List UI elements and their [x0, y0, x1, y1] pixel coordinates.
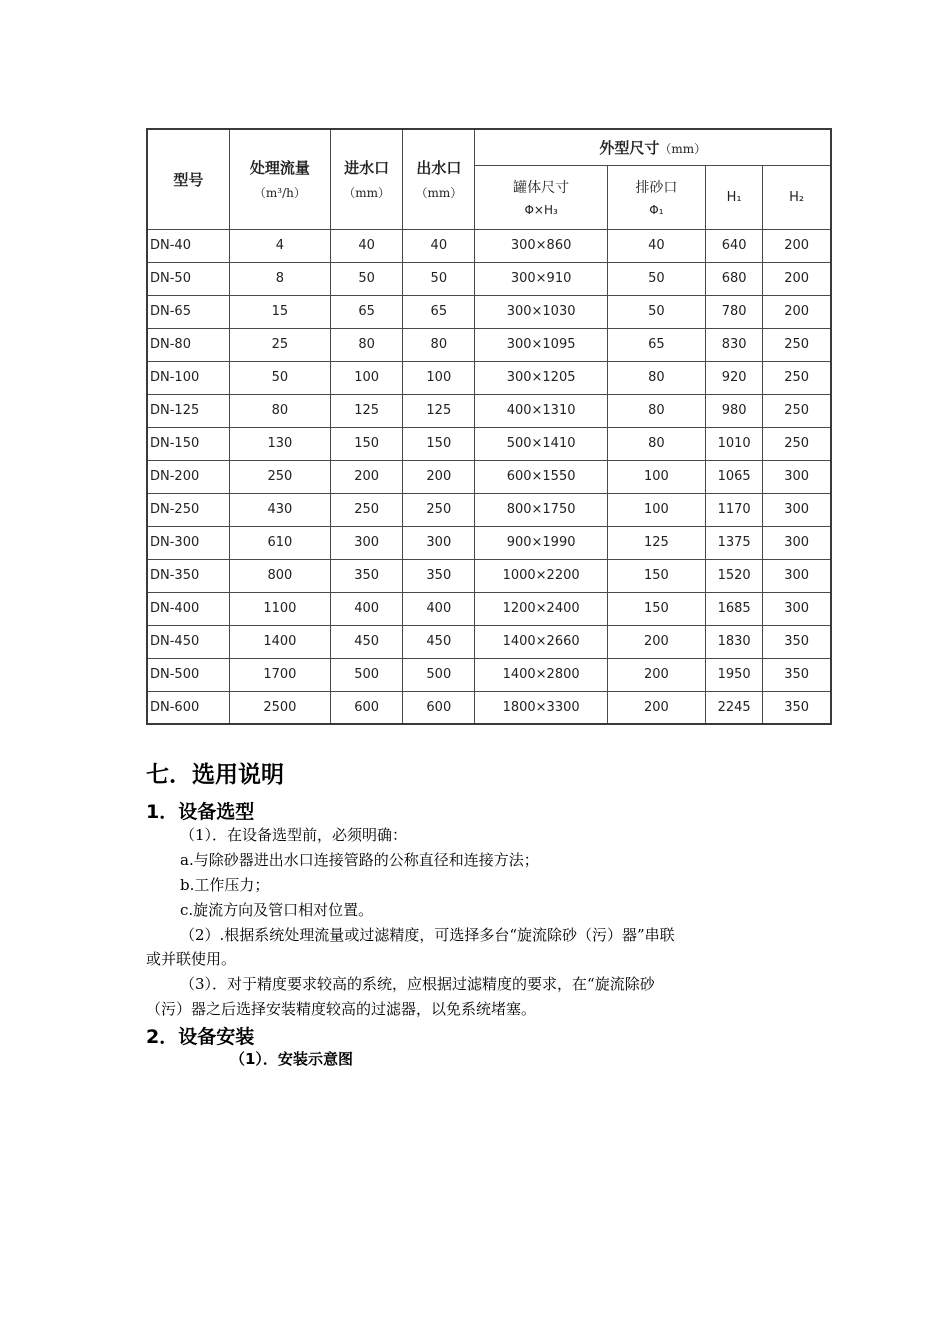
cell-tank: 500×1410	[475, 427, 607, 460]
cell-inlet: 80	[331, 328, 403, 361]
cell-outlet: 40	[403, 229, 475, 262]
cell-inlet: 500	[331, 658, 403, 691]
header-inlet: 进水口 （mm）	[331, 129, 403, 229]
table-row	[147, 229, 831, 262]
item-3-line-1: （3）．对于精度要求较高的系统，应根据过滤精度的要求，在“旋流除砂	[180, 975, 655, 993]
cell-outlet: 80	[403, 328, 475, 361]
cell-sand: 100	[607, 493, 705, 526]
cell-h2: 350	[763, 691, 831, 724]
cell-sand: 50	[607, 295, 705, 328]
cell-model: DN-40	[147, 229, 229, 262]
cell-flow: 8	[229, 262, 330, 295]
cell-tank: 1400×2800	[475, 658, 607, 691]
cell-h1: 680	[706, 262, 763, 295]
cell-sand: 80	[607, 427, 705, 460]
cell-tank: 1200×2400	[475, 592, 607, 625]
cell-model: DN-50	[147, 262, 229, 295]
cell-h1: 1010	[706, 427, 763, 460]
cell-outlet: 125	[403, 394, 475, 427]
spec-table	[146, 128, 832, 725]
cell-h2: 250	[763, 427, 831, 460]
cell-flow: 15	[229, 295, 330, 328]
header-outlet: 出水口 （mm）	[403, 129, 475, 229]
cell-outlet: 200	[403, 460, 475, 493]
cell-h1: 1170	[706, 493, 763, 526]
cell-h1: 1375	[706, 526, 763, 559]
cell-h2: 250	[763, 394, 831, 427]
cell-inlet: 300	[331, 526, 403, 559]
cell-tank: 800×1750	[475, 493, 607, 526]
cell-inlet: 125	[331, 394, 403, 427]
cell-h1: 2245	[706, 691, 763, 724]
cell-model: DN-300	[147, 526, 229, 559]
cell-h2: 300	[763, 526, 831, 559]
cell-sand: 200	[607, 658, 705, 691]
cell-inlet: 65	[331, 295, 403, 328]
item-1b: b.工作压力；	[180, 876, 270, 894]
section-title: 七．选用说明	[146, 762, 284, 788]
cell-h2: 200	[763, 262, 831, 295]
header-sand: 排砂口 Φ₁	[607, 165, 705, 229]
cell-flow: 4	[229, 229, 330, 262]
cell-tank: 1400×2660	[475, 625, 607, 658]
item-1: （1）．在设备选型前，必须明确：	[180, 826, 408, 844]
cell-tank: 300×1030	[475, 295, 607, 328]
cell-flow: 130	[229, 427, 330, 460]
table-row	[147, 691, 831, 724]
table-row	[147, 295, 831, 328]
cell-outlet: 450	[403, 625, 475, 658]
table-row	[147, 559, 831, 592]
header-model: 型号	[147, 129, 229, 229]
cell-tank: 600×1550	[475, 460, 607, 493]
cell-tank: 300×1205	[475, 361, 607, 394]
cell-outlet: 100	[403, 361, 475, 394]
cell-h2: 200	[763, 295, 831, 328]
cell-model: DN-500	[147, 658, 229, 691]
cell-model: DN-150	[147, 427, 229, 460]
cell-h2: 300	[763, 592, 831, 625]
cell-outlet: 50	[403, 262, 475, 295]
header-h2: H₂	[763, 165, 831, 229]
header-h1: H₁	[706, 165, 763, 229]
header-row-1	[147, 129, 831, 165]
table-row	[147, 460, 831, 493]
cell-tank: 1800×3300	[475, 691, 607, 724]
cell-outlet: 500	[403, 658, 475, 691]
cell-sand: 80	[607, 394, 705, 427]
cell-h1: 640	[706, 229, 763, 262]
header-flow: 处理流量 （m³/h）	[229, 129, 330, 229]
cell-inlet: 450	[331, 625, 403, 658]
cell-inlet: 250	[331, 493, 403, 526]
table-row	[147, 427, 831, 460]
cell-h2: 250	[763, 361, 831, 394]
cell-h1: 1520	[706, 559, 763, 592]
cell-model: DN-350	[147, 559, 229, 592]
cell-sand: 150	[607, 559, 705, 592]
cell-inlet: 40	[331, 229, 403, 262]
cell-outlet: 350	[403, 559, 475, 592]
cell-outlet: 250	[403, 493, 475, 526]
cell-h2: 250	[763, 328, 831, 361]
cell-tank: 300×1095	[475, 328, 607, 361]
cell-sand: 100	[607, 460, 705, 493]
cell-model: DN-450	[147, 625, 229, 658]
cell-model: DN-400	[147, 592, 229, 625]
cell-model: DN-125	[147, 394, 229, 427]
table-row	[147, 592, 831, 625]
cell-tank: 400×1310	[475, 394, 607, 427]
item-2-line-1: （2）.根据系统处理流量或过滤精度，可选择多台“旋流除砂（污）器”串联	[180, 926, 675, 944]
cell-tank: 300×910	[475, 262, 607, 295]
cell-flow: 1100	[229, 592, 330, 625]
cell-h1: 1950	[706, 658, 763, 691]
cell-outlet: 300	[403, 526, 475, 559]
cell-h1: 1685	[706, 592, 763, 625]
cell-flow: 1400	[229, 625, 330, 658]
table-row	[147, 394, 831, 427]
subsection-title-install: 2．设备安装	[146, 1026, 255, 1048]
cell-flow: 1700	[229, 658, 330, 691]
cell-sand: 200	[607, 625, 705, 658]
item-1a: a.与除砂器进出水口连接管路的公称直径和连接方法；	[180, 851, 539, 869]
table-row	[147, 658, 831, 691]
cell-model: DN-80	[147, 328, 229, 361]
table-row	[147, 328, 831, 361]
cell-inlet: 350	[331, 559, 403, 592]
cell-h2: 350	[763, 625, 831, 658]
cell-tank: 1000×2200	[475, 559, 607, 592]
cell-sand: 125	[607, 526, 705, 559]
cell-model: DN-65	[147, 295, 229, 328]
cell-inlet: 200	[331, 460, 403, 493]
table-row	[147, 526, 831, 559]
cell-flow: 800	[229, 559, 330, 592]
cell-inlet: 50	[331, 262, 403, 295]
table-row	[147, 625, 831, 658]
cell-model: DN-600	[147, 691, 229, 724]
cell-model: DN-250	[147, 493, 229, 526]
cell-outlet: 400	[403, 592, 475, 625]
cell-model: DN-200	[147, 460, 229, 493]
cell-sand: 40	[607, 229, 705, 262]
table-row	[147, 361, 831, 394]
table-row	[147, 262, 831, 295]
cell-flow: 25	[229, 328, 330, 361]
cell-sand: 80	[607, 361, 705, 394]
cell-h2: 200	[763, 229, 831, 262]
cell-sand: 65	[607, 328, 705, 361]
cell-inlet: 100	[331, 361, 403, 394]
cell-flow: 430	[229, 493, 330, 526]
cell-h2: 300	[763, 559, 831, 592]
cell-h1: 1065	[706, 460, 763, 493]
cell-sand: 150	[607, 592, 705, 625]
cell-sand: 50	[607, 262, 705, 295]
cell-inlet: 600	[331, 691, 403, 724]
header-tank: 罐体尺寸 Φ×H₃	[475, 165, 607, 229]
cell-outlet: 65	[403, 295, 475, 328]
header-dims: 外型尺寸（mm）	[475, 129, 831, 165]
cell-h1: 780	[706, 295, 763, 328]
cell-flow: 250	[229, 460, 330, 493]
cell-h2: 300	[763, 493, 831, 526]
cell-h1: 1830	[706, 625, 763, 658]
install-item: （1）．安装示意图	[230, 1050, 353, 1068]
cell-outlet: 150	[403, 427, 475, 460]
item-3-line-2: （污）器之后选择安装精度较高的过滤器，以免系统堵塞。	[146, 1000, 537, 1018]
cell-outlet: 600	[403, 691, 475, 724]
cell-flow: 50	[229, 361, 330, 394]
item-2-line-2: 或并联使用。	[146, 950, 237, 968]
table-row	[147, 493, 831, 526]
cell-flow: 80	[229, 394, 330, 427]
cell-h1: 980	[706, 394, 763, 427]
item-1c: c.旋流方向及管口相对位置。	[180, 901, 374, 919]
cell-h2: 300	[763, 460, 831, 493]
cell-inlet: 400	[331, 592, 403, 625]
cell-inlet: 150	[331, 427, 403, 460]
subsection-title-selection: 1．设备选型	[146, 801, 255, 823]
cell-model: DN-100	[147, 361, 229, 394]
cell-tank: 900×1990	[475, 526, 607, 559]
cell-flow: 2500	[229, 691, 330, 724]
cell-h1: 830	[706, 328, 763, 361]
cell-flow: 610	[229, 526, 330, 559]
cell-tank: 300×860	[475, 229, 607, 262]
cell-sand: 200	[607, 691, 705, 724]
cell-h2: 350	[763, 658, 831, 691]
cell-h1: 920	[706, 361, 763, 394]
